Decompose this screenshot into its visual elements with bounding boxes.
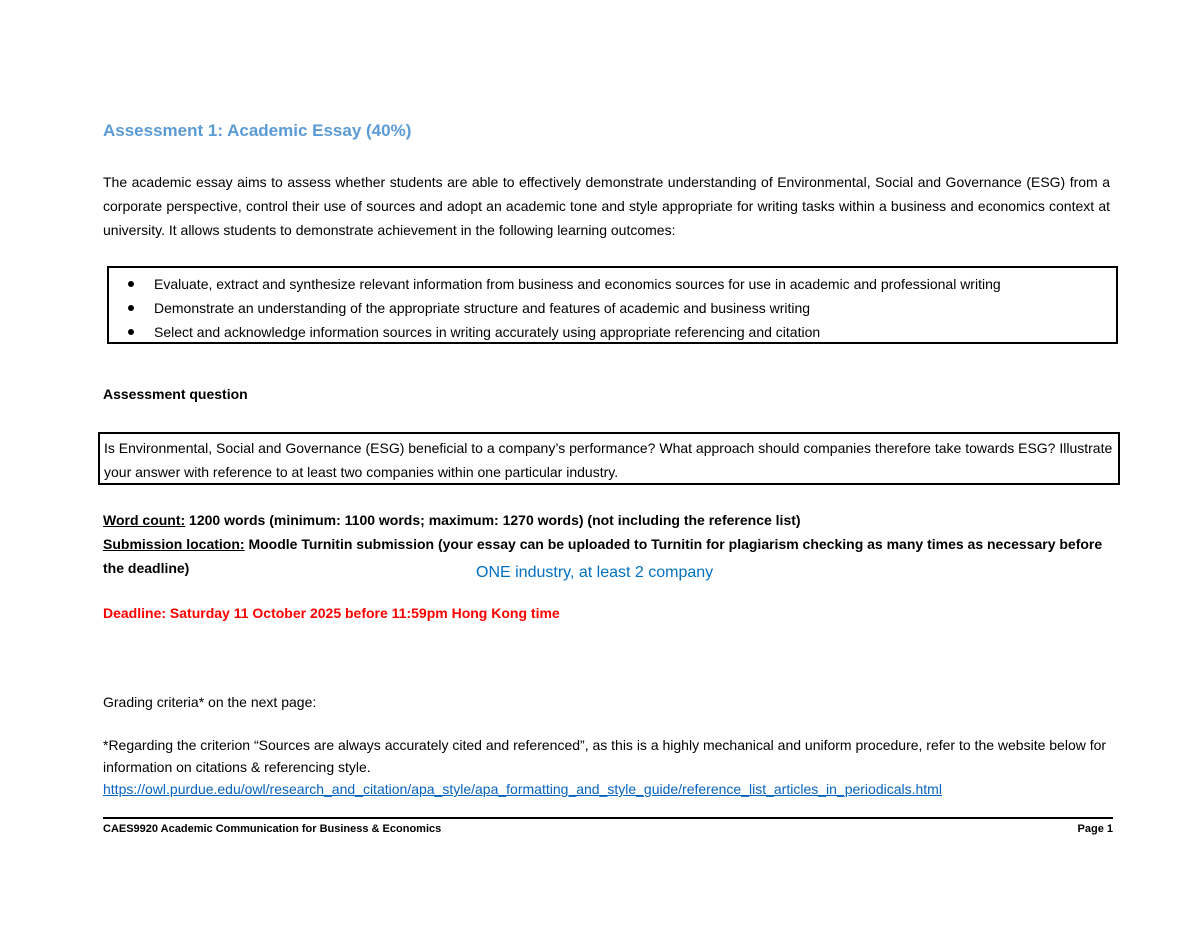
learning-outcome-item [109,296,1116,320]
word-count-label: Word count: [103,512,186,528]
footer-page-number: Page 1 [1077,823,1113,835]
learning-outcomes-box [107,266,1118,344]
citation-criterion-text: *Regarding the criterion “Sources are always accurately cited and referenced”, as this is a highly mechanical and uniform procedure, refer to the website below for information on citations & referencing style. [103,737,1107,775]
grading-criteria-note: Grading criteria* on the next page: [103,694,317,710]
word-count-value: 1200 words (minimum: 1100 words; maximum: 1270 words) (not including the reference list) [185,512,801,528]
submission-location-label: Submission location: [103,536,245,552]
footer-course-name: CAES9920 Academic Communication for Business & Economics [103,823,442,835]
word-count-line [103,508,801,532]
handwritten-annotation: ONE industry, at least 2 company [476,564,714,581]
deadline-text: Deadline: Saturday 11 October 2025 before 11:59pm Hong Kong time [103,605,560,621]
learning-outcome-text: Demonstrate an understanding of the appropriate structure and features of academic and business writing [154,300,811,316]
bullet-icon [128,305,134,311]
assessment-question-box: Is Environmental, Social and Governance (ESG) beneficial to a company’s performance? What approach should companies therefore take towards ESG? Illustrate your answer with reference to at least two companies within one particular industry. [98,432,1120,485]
submission-location-value: Moodle Turnitin submission (your essay can be uploaded to Turnitin for plagiarism checking as many times as necessary before the deadline) [103,536,1103,576]
intro-paragraph: The academic essay aims to assess whether students are able to effectively demonstrate understanding of Environmental, Social and Governance (ESG) from a corporate perspective, control their use of sources and adopt an academic tone and style appropriate for writing tasks within a business and economics context at university. It allows students to demonstrate achievement in the following learning outcomes: [103,174,1110,238]
assessment-question-heading: Assessment question [103,386,248,402]
citation-criterion-note [103,734,1113,800]
learning-outcome-text: Select and acknowledge information sources in writing accurately using appropriate referencing and citation [154,324,821,340]
learning-outcome-text: Evaluate, extract and synthesize relevant information from business and economics sources for use in academic and professional writing [154,276,1001,292]
page-title: Assessment 1: Academic Essay (40%) [103,121,412,140]
footer-divider [103,817,1113,819]
learning-outcome-item [109,272,1116,296]
bullet-icon [128,281,134,287]
learning-outcomes-list [109,272,1116,344]
learning-outcome-item [109,320,1116,344]
bullet-icon [128,329,134,335]
reference-style-link[interactable]: https://owl.purdue.edu/owl/research_and_citation/apa_style/apa_formatting_and_style_guide/reference_list_articles_in_periodicals.html [103,781,942,797]
